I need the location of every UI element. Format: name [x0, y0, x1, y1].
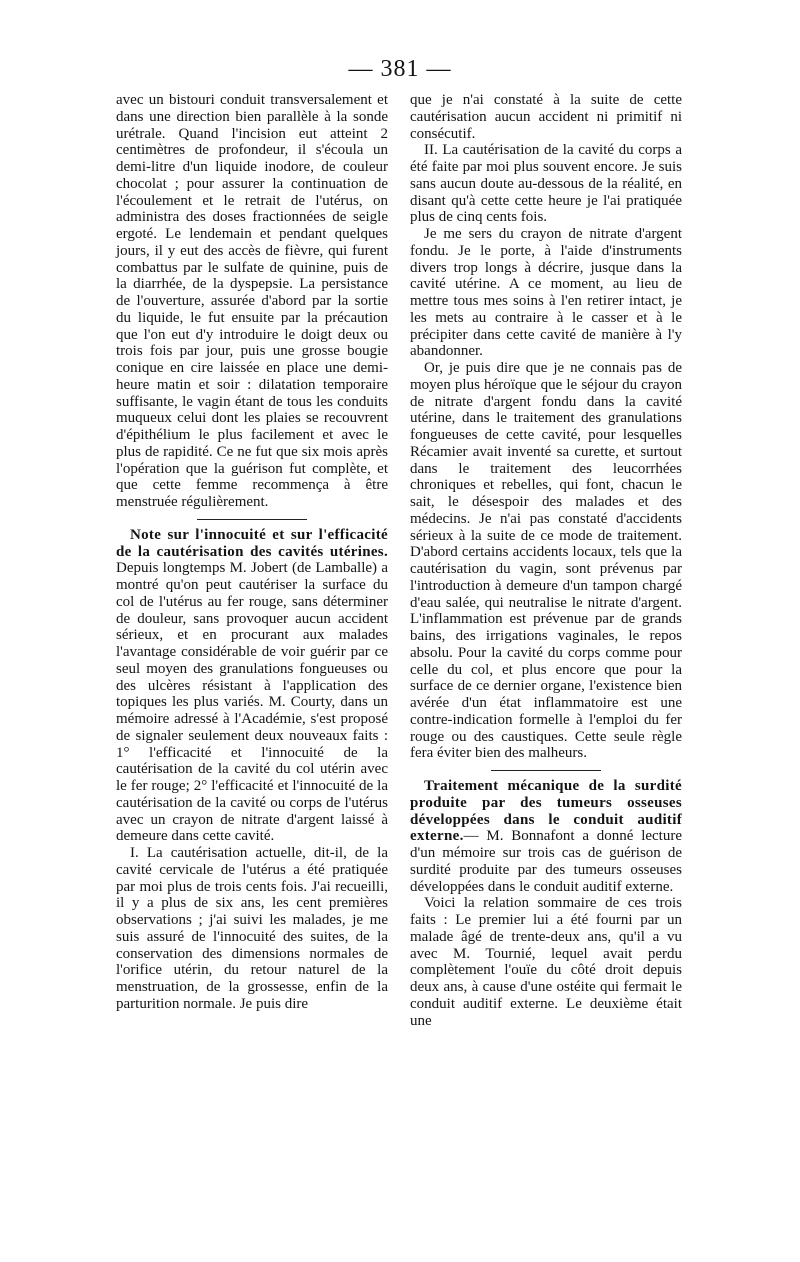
right-paragraph-5-text: — M. Bonnafont a donné lecture d'un mémoire sur trois cas de guérison de surdité produite par des tumeurs osseuses développées dans le conduit auditif externe. — [410, 828, 682, 895]
left-paragraph-1: avec un bistouri conduit transversalement et dans une direction bien parallèle à la sonde urétrale. Quand l'incision eut atteint 2 centimètres de profondeur, il s'écoula un demi-litre d'un liquide inodore, de couleur chocolat ; pour assurer la continuation de l'écoulement et le retrait de l'utérus, on administra des doses fractionnées de seigle ergoté. Le lendemain et pendant quelques jours, il y eut des accès de fièvre, qui furent combattus par le sulfate de quinine, puis de la diarrhée, de la dyspepsie. La persistance de l'ouverture, assurée d'abord par la sortie du liquide, le fut ensuite par la précaution que l'on eut d'y introduire le doigt deux ou trois fois par jour, puis une grosse bougie conique en cire laissée en place une demi-heure matin et soir : dilatation temporaire suffisante, le vagin étant de tous les conduits muqueux celui dont les plaies se recouvrent d'épithélium le plus facilement et avec le plus de rapidité. Ce ne fut que six mois après l'opération que la guérison fut complète, et que cette femme recommença à être menstruée régulièrement. — [116, 92, 388, 510]
section-heading-surdite: Traitement mécanique de la surdité produite par des tumeurs osseuses développées dans le conduit auditif externe. — [410, 778, 682, 845]
right-paragraph-1: que je n'ai constaté à la suite de cette cautérisation aucun accident ni primitif ni consécutif. — [410, 92, 682, 142]
left-paragraph-2 — [116, 527, 388, 845]
section-divider — [197, 519, 307, 520]
section-heading-cauterisation: Note sur l'innocuité et sur l'efficacité de la cautérisation des cavités utérines. — [116, 526, 388, 560]
right-paragraph-2: II. La cautérisation de la cavité du corps a été faite par moi plus souvent encore. Je suis sans aucun doute au-dessous de la réalité, en disant qu'à cette cette heure je l'ai pratiquée plus de cinq cents fois. — [410, 142, 682, 226]
right-paragraph-3: Je me sers du crayon de nitrate d'argent fondu. Je le porte, à l'aide d'instruments divers trop longs à décrire, jusque dans la cavité utérine. A ce moment, au lieu de mettre tous mes soins à l'en retirer intact, je les mets au contraire à le casser et à le précipiter dans cette cavité de manière à l'y abandonner. — [410, 226, 682, 360]
left-paragraph-2-text: Depuis longtemps M. Jobert (de Lamballe) a montré qu'on peut cautériser la surface du col de l'utérus au fer rouge, sans déterminer de douleur, sans provoquer aucun accident sérieux, et en procurant aux malades l'avantage considérable de voir guérir par ce seul moyen des granulations fongueuses ou des ulcères résistant à l'application des topiques les plus variés. M. Courty, dans un mémoire adressé à l'Académie, s'est proposé de signaler seulement deux nouveaux faits : 1° l'efficacité et l'innocuité de la cautérisation de la cavité du col utérin avec le fer rouge; 2° l'efficacité et l'innocuité de la cautérisation de la cavité ou corps de l'utérus avec un crayon de nitrate d'argent laissé à demeure dans cette cavité. — [116, 560, 388, 845]
left-column — [116, 92, 388, 1013]
left-paragraph-3: I. La cautérisation actuelle, dit-il, de la cavité cervicale de l'utérus a été pratiquée par moi plus de trois cents fois. J'ai recueilli, il y a plus de six ans, les cent premières observations ; j'ai suivi les malades, je me suis assuré de l'innocuité des suites, de la conservation des dimensions normales de l'orifice utérin, du retour naturel de la menstruation, de la grossesse, enfin de la parturition normale. Je puis dire — [116, 845, 388, 1012]
right-column — [410, 92, 682, 1029]
section-divider — [491, 770, 601, 771]
right-paragraph-6: Voici la relation sommaire de ces trois faits : Le premier lui a été fourni par un malade âgé de trente-deux ans, qu'il a vu avec M. Tournié, lequel avait perdu complètement l'ouïe du côté droit depuis deux ans, à cause d'une ostéite qui fermait le conduit auditif externe. Le deuxième était une — [410, 895, 682, 1029]
page-number: — 381 — — [348, 56, 452, 82]
right-paragraph-4: Or, je puis dire que je ne connais pas de moyen plus héroïque que le séjour du crayon de nitrate d'argent fondu dans la cavité utérine, dans le traitement des granulations fongueuses de cette cavité, pour lesquelles Récamier avait inventé sa curette, et surtout dans le traitement des leucorrhées chroniques et rebelles, qui font, chacun le sait, le désespoir des malades et des médecins. Je n'ai pas constaté d'accidents sérieux à la suite de ce mode de traitement. D'abord certains accidents locaux, tels que la cautérisation du vagin, sont prévenus par l'introduction à demeure d'un tampon chargé d'eau salée, qui neutralise le nitrate d'argent. L'inflammation est prévenue par de grands bains, des irrigations vaginales, le repos absolu. Pour la cavité du corps comme pour celle du col, et plus encore que pour la surface de ce dernier organe, l'existence bien avérée d'un état inflammatoire est une contre-indication formelle à l'emploi du fer rouge ou des caustiques. Cette seule règle fera éviter bien des malheurs. — [410, 360, 682, 762]
right-paragraph-5 — [410, 778, 682, 895]
